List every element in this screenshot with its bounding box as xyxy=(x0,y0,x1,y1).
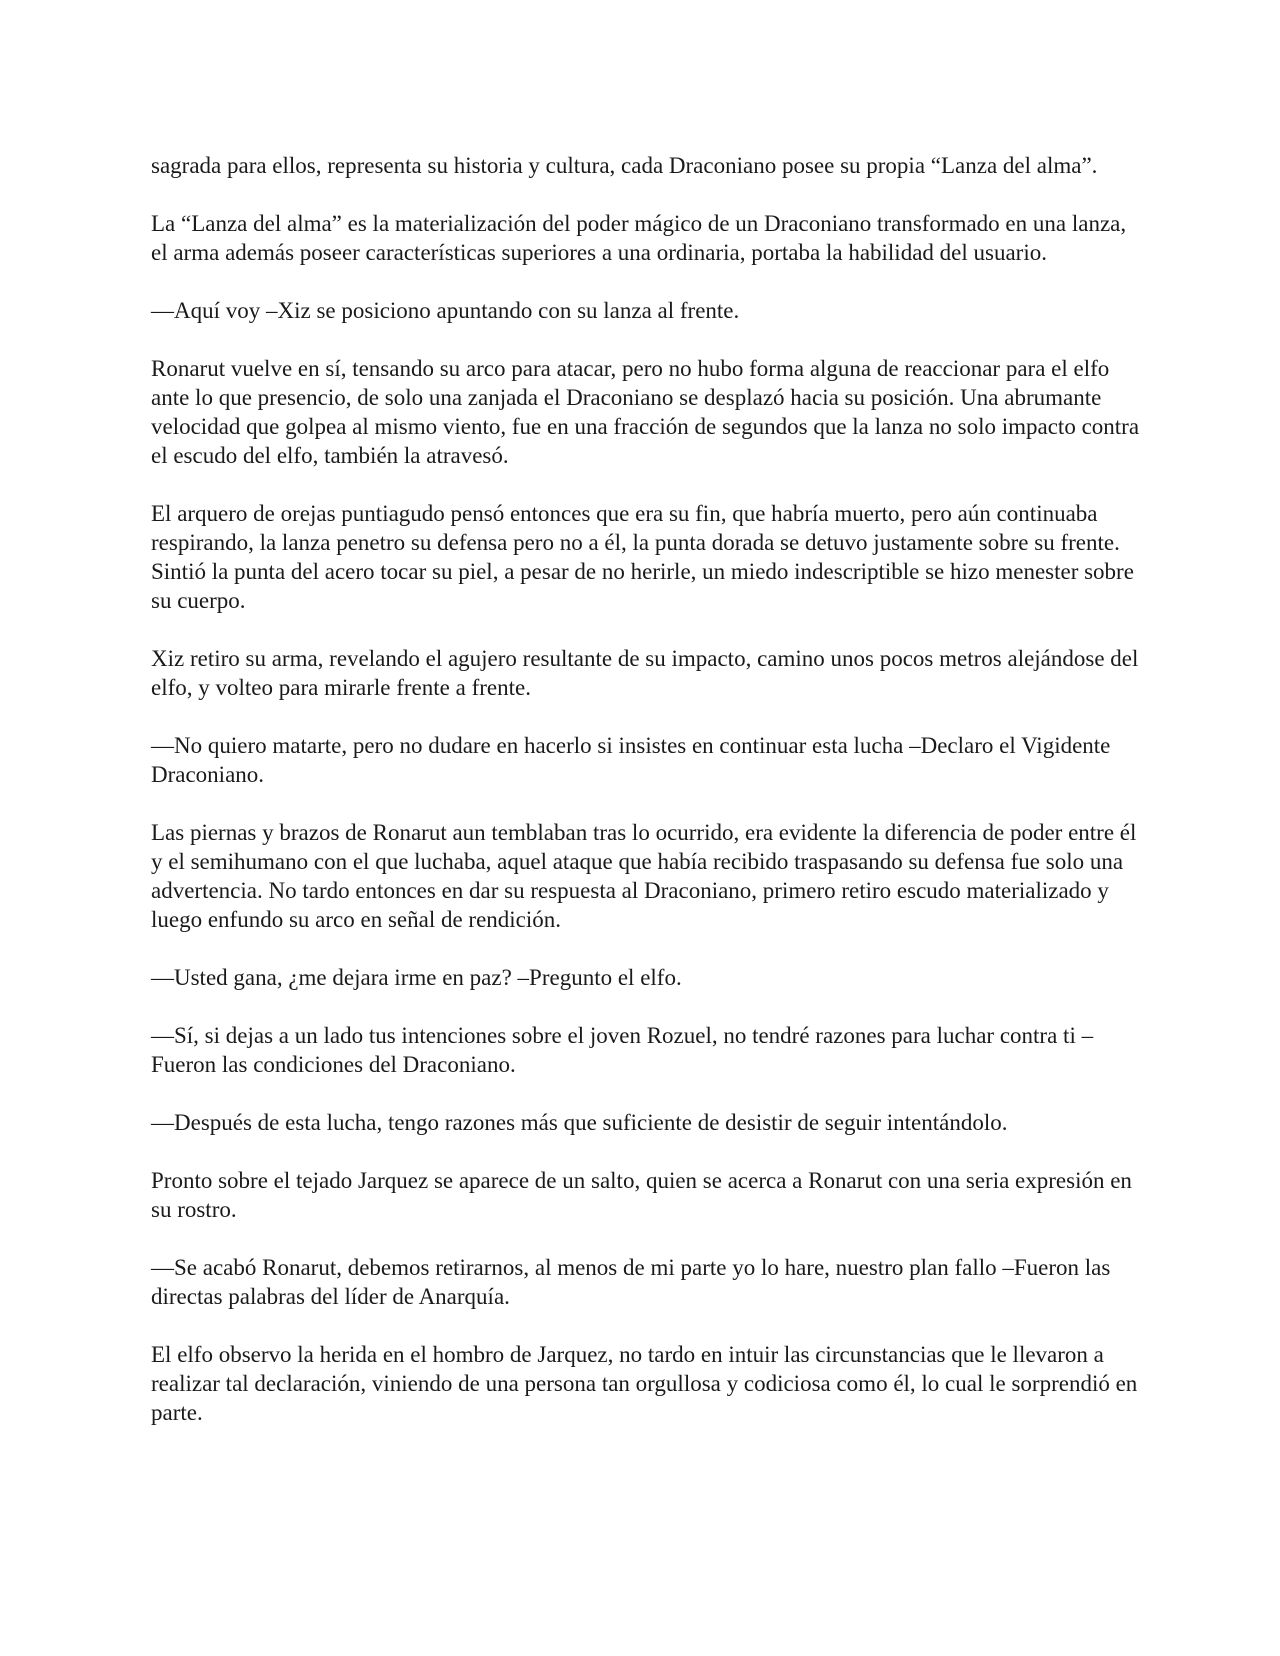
paragraph: El elfo observo la herida en el hombro de Jarquez, no tardo en intuir las circunstancias que le llevaron a realizar tal declaración, viniendo de una persona tan orgullosa y codiciosa como él, lo cual le sorprendió en parte. xyxy=(151,1342,1138,1425)
paragraph: Las piernas y brazos de Ronarut aun temblaban tras lo ocurrido, era evidente la diferencia de poder entre él y el semihumano con el que luchaba, aquel ataque que había recibido traspasando su defensa fue solo una advertencia. No tardo entonces en dar su respuesta al Draconiano, primero retiro escudo materializado y luego enfundo su arco en señal de rendición. xyxy=(151,820,1137,932)
paragraph: —Después de esta lucha, tengo razones más que suficiente de desistir de seguir intentándolo. xyxy=(151,1110,1008,1135)
paragraph: —Se acabó Ronarut, debemos retirarnos, al menos de mi parte yo lo hare, nuestro plan fallo –Fueron las directas palabras del líder de Anarquía. xyxy=(151,1255,1111,1309)
paragraph: Ronarut vuelve en sí, tensando su arco para atacar, pero no hubo forma alguna de reaccionar para el elfo ante lo que presencio, de solo una zanjada el Draconiano se desplazó hacia su posición. Una abrumante velocidad que golpea al mismo viento, fue en una fracción de segundos que la lanza no solo impacto contra el escudo del elfo, también la atravesó. xyxy=(151,356,1140,468)
paragraph: —Aquí voy –Xiz se posiciono apuntando con su lanza al frente. xyxy=(151,298,740,323)
paragraph: —No quiero matarte, pero no dudare en hacerlo si insistes en continuar esta lucha –Declaro el Vigidente Draconiano. xyxy=(151,733,1111,787)
paragraph: —Sí, si dejas a un lado tus intenciones sobre el joven Rozuel, no tendré razones para luchar contra ti –Fueron las condiciones del Draconiano. xyxy=(151,1023,1094,1077)
paragraph: Xiz retiro su arma, revelando el agujero resultante de su impacto, camino unos pocos metros alejándose del elfo, y volteo para mirarle frente a frente. xyxy=(151,646,1139,700)
document-page xyxy=(151,151,1141,1456)
paragraph: —Usted gana, ¿me dejara irme en paz? –Pregunto el elfo. xyxy=(151,965,682,990)
paragraph: El arquero de orejas puntiagudo pensó entonces que era su fin, que habría muerto, pero aún continuaba respirando, la lanza penetro su defensa pero no a él, la punta dorada se detuvo justamente sobre su frente. Sintió la punta del acero tocar su piel, a pesar de no herirle, un miedo indescriptible se hizo menester sobre su cuerpo. xyxy=(151,501,1134,613)
paragraph: Pronto sobre el tejado Jarquez se aparece de un salto, quien se acerca a Ronarut con una seria expresión en su rostro. xyxy=(151,1168,1132,1222)
paragraph: La “Lanza del alma” es la materialización del poder mágico de un Draconiano transformado en una lanza, el arma además poseer características superiores a una ordinaria, portaba la habilidad del usuario. xyxy=(151,211,1127,265)
paragraph: sagrada para ellos, representa su historia y cultura, cada Draconiano posee su propia “Lanza del alma”. xyxy=(151,153,1098,178)
